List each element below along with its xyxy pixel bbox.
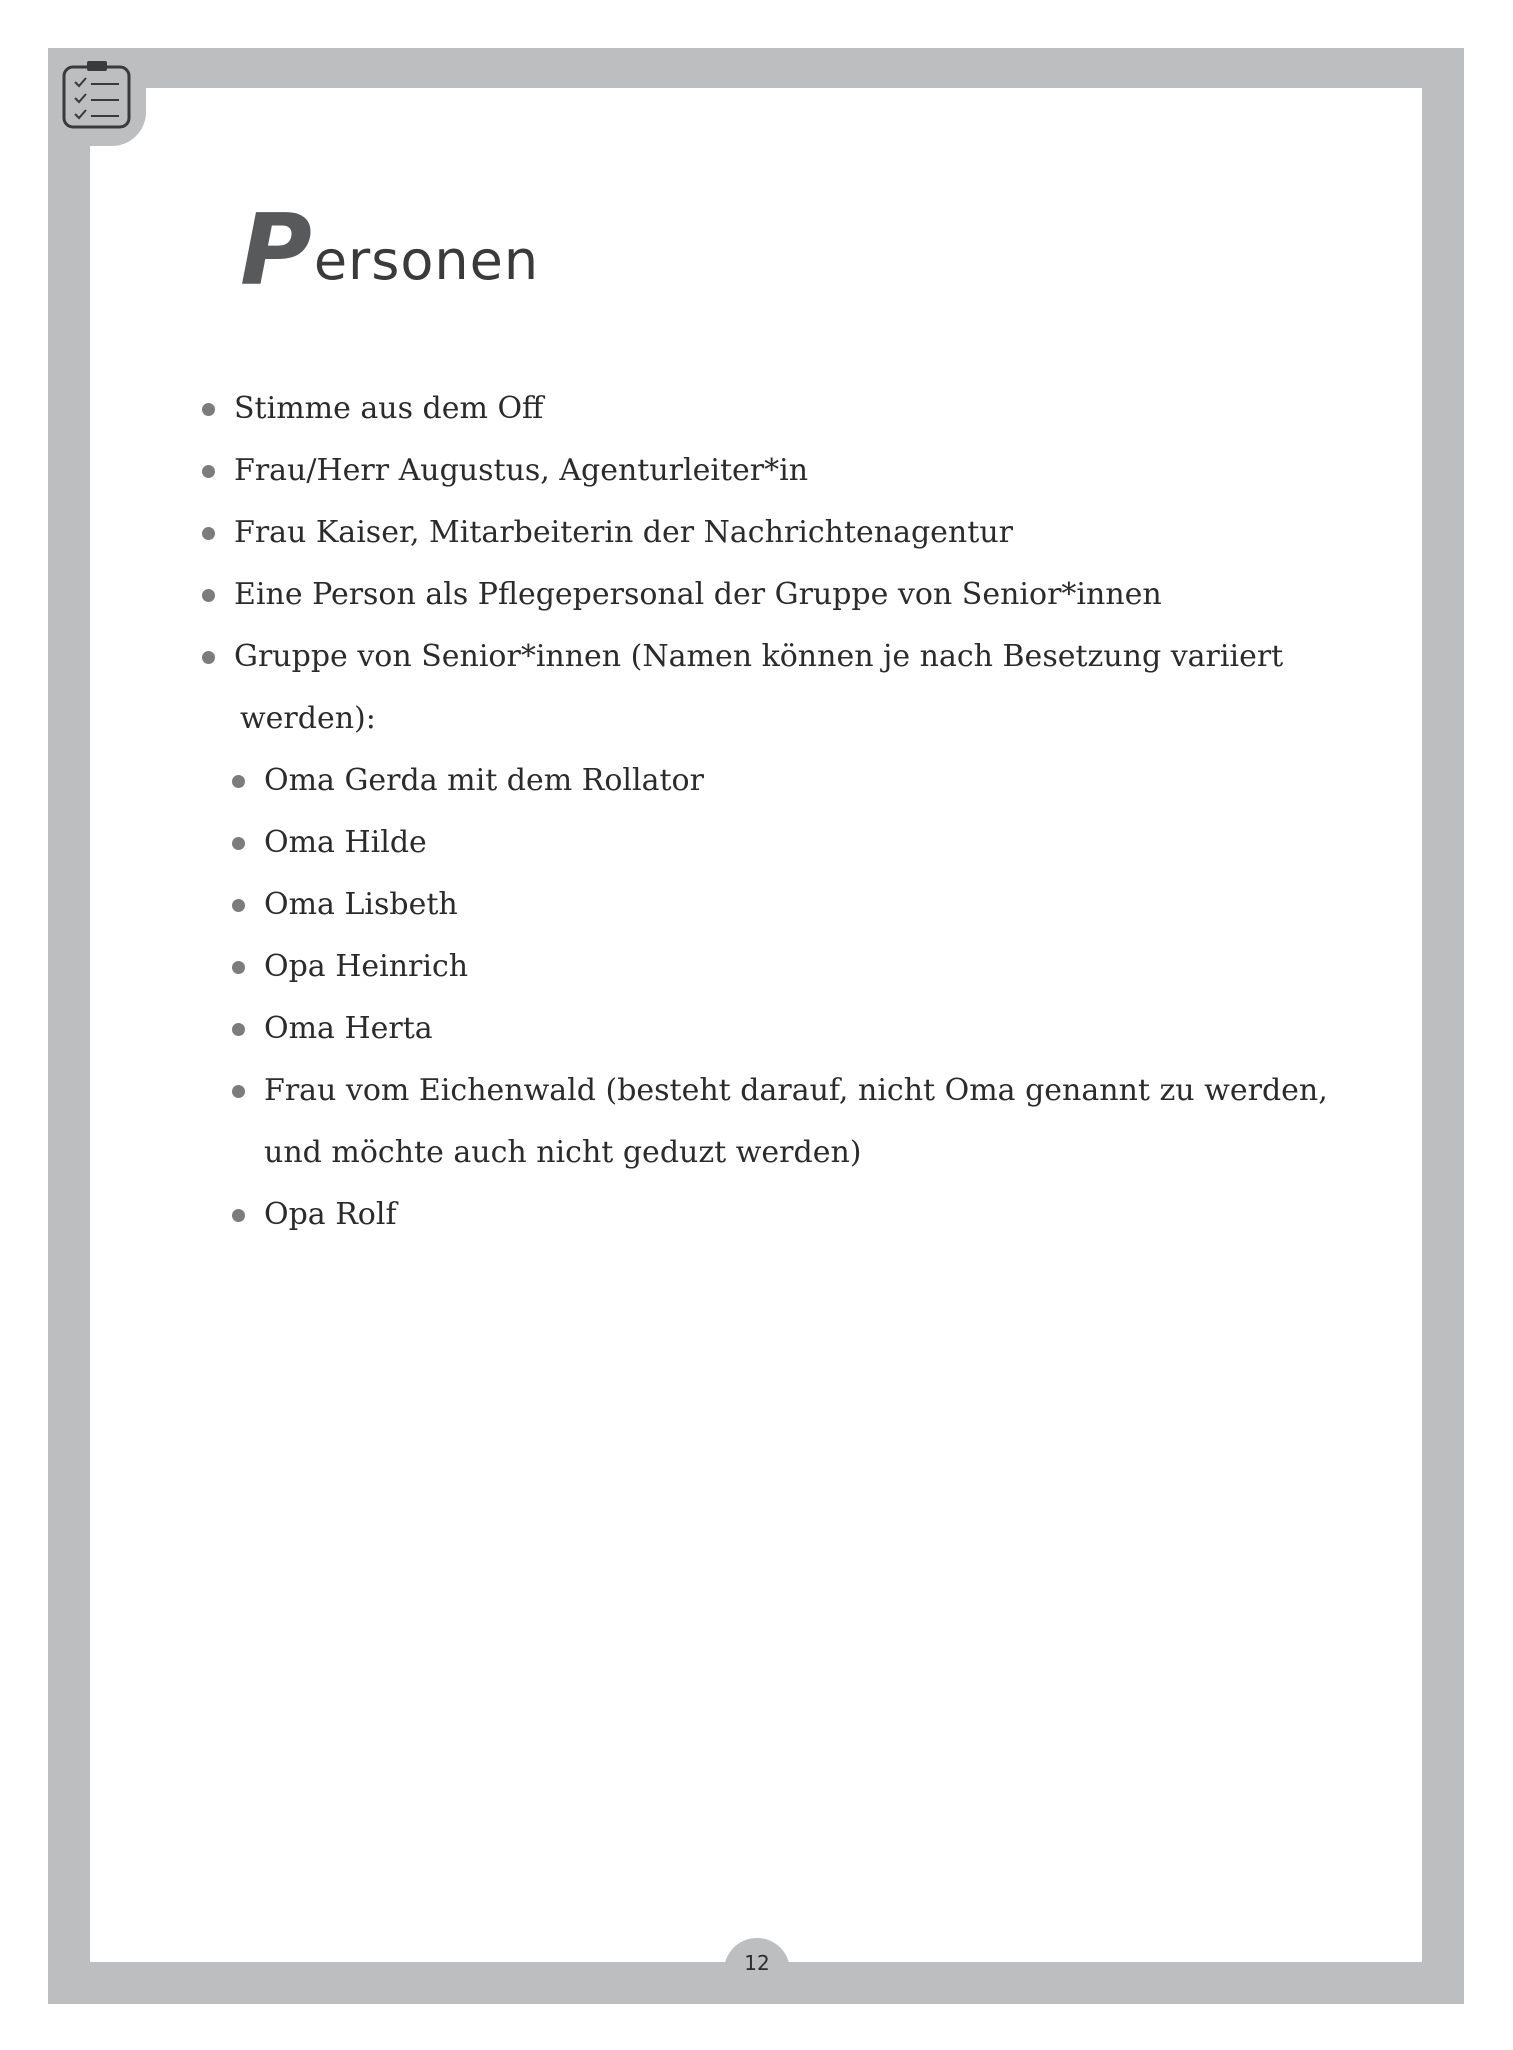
bullet-icon [202, 651, 215, 664]
bullet-icon [232, 899, 245, 912]
sublist-item-text: Oma Lisbeth [264, 887, 458, 922]
list-item [198, 378, 1338, 440]
list-item [198, 440, 1338, 502]
sublist-item [228, 1060, 1338, 1184]
bullet-icon [202, 589, 215, 602]
sublist-item [228, 874, 1338, 936]
sublist-item-text: Frau vom Eichenwald (besteht darauf, nicht Oma genannt zu werden, [264, 1073, 1328, 1108]
sublist-item [228, 1184, 1338, 1246]
sublist-item-text: Oma Hilde [264, 825, 427, 860]
bullet-icon [202, 403, 215, 416]
person-list [198, 378, 1338, 1246]
list-item-text: Frau/Herr Augustus, Agenturleiter*in [234, 453, 809, 488]
corner-tab [48, 48, 146, 146]
bullet-icon [202, 465, 215, 478]
list-item-text: Gruppe von Senior*innen (Namen können je nach Besetzung variiert [234, 639, 1284, 674]
title-rest: ersonen [313, 229, 540, 292]
sublist-item [228, 750, 1338, 812]
sublist-item [228, 936, 1338, 998]
bullet-icon [232, 775, 245, 788]
title-initial: P [240, 194, 310, 308]
page-title [240, 190, 540, 308]
sublist-item-continuation: und möchte auch nicht geduzt werden) [264, 1135, 862, 1170]
list-item [198, 564, 1338, 626]
page-number: 12 [724, 1938, 790, 1984]
clipboard-checklist-icon [61, 58, 133, 130]
list-item-text: Stimme aus dem Off [234, 391, 544, 426]
bullet-icon [232, 1023, 245, 1036]
sublist-item-text: Opa Rolf [264, 1197, 397, 1232]
sublist-item-text: Oma Gerda mit dem Rollator [264, 763, 704, 798]
list-item [198, 502, 1338, 564]
list-item [198, 626, 1338, 750]
bullet-icon [232, 837, 245, 850]
bullet-icon [202, 527, 215, 540]
sublist-item [228, 998, 1338, 1060]
list-item-text: Frau Kaiser, Mitarbeiterin der Nachrichtenagentur [234, 515, 1013, 550]
sublist-item-text: Opa Heinrich [264, 949, 469, 984]
bullet-icon [232, 1085, 245, 1098]
list-item-text: Eine Person als Pflegepersonal der Gruppe von Senior*innen [234, 577, 1162, 612]
bullet-icon [232, 1209, 245, 1222]
list-item-continuation: werden): [240, 701, 376, 736]
sublist-item-text: Oma Herta [264, 1011, 433, 1046]
bullet-icon [232, 961, 245, 974]
sublist-item [228, 812, 1338, 874]
